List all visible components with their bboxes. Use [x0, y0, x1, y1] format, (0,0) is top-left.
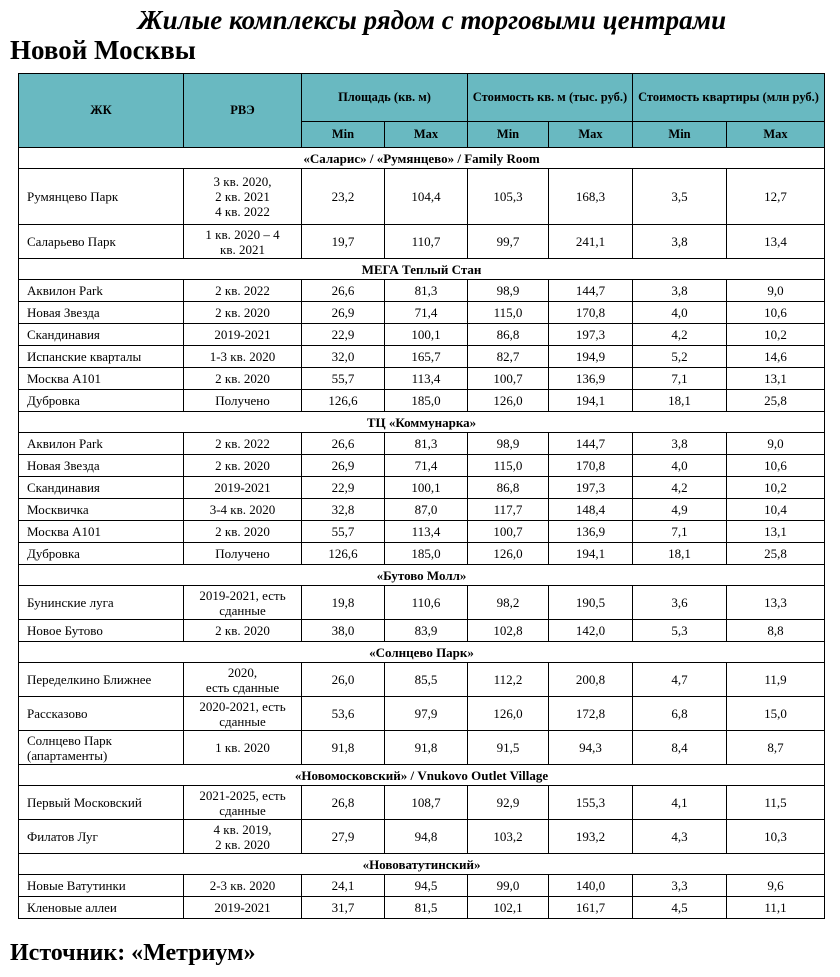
- price-apt-max-cell: 9,0: [727, 280, 825, 302]
- complex-name: Испанские кварталы: [19, 346, 184, 368]
- rve-cell: 2-3 кв. 2020: [184, 875, 302, 897]
- area-max-cell: 81,5: [385, 897, 468, 919]
- complex-name: Саларьево Парк: [19, 225, 184, 259]
- price-apt-min-cell: 4,7: [633, 663, 727, 697]
- rve-cell: 1 кв. 2020: [184, 731, 302, 765]
- table-row: [19, 499, 825, 521]
- price-apt-max-cell: 13,1: [727, 368, 825, 390]
- complex-name: Скандинавия: [19, 324, 184, 346]
- price-apt-max-cell: 8,8: [727, 620, 825, 642]
- price-apt-max-cell: 25,8: [727, 543, 825, 565]
- area-max-cell: 113,4: [385, 368, 468, 390]
- group-title: «Бутово Молл»: [19, 565, 825, 586]
- header-price-m-min: Min: [468, 122, 549, 148]
- complex-name: Аквилон Park: [19, 280, 184, 302]
- price-apt-max-cell: 12,7: [727, 169, 825, 225]
- rve-cell: 2 кв. 2020: [184, 368, 302, 390]
- group-title: МЕГА Теплый Стан: [19, 259, 825, 280]
- header-price-apartment: Стоимость квартиры (млн руб.): [633, 74, 825, 122]
- price-m-min-cell: 98,9: [468, 280, 549, 302]
- area-min-cell: 19,8: [302, 586, 385, 620]
- area-min-cell: 26,9: [302, 302, 385, 324]
- complex-name: Дубровка: [19, 543, 184, 565]
- price-m-max-cell: 148,4: [549, 499, 633, 521]
- price-apt-max-cell: 9,0: [727, 433, 825, 455]
- table-row: [19, 302, 825, 324]
- complex-name: Первый Московский: [19, 786, 184, 820]
- rve-cell: 2 кв. 2020: [184, 620, 302, 642]
- table-row: [19, 225, 825, 259]
- price-apt-max-cell: 15,0: [727, 697, 825, 731]
- header-area: Площадь (кв. м): [302, 74, 468, 122]
- header-price-per-m: Стоимость кв. м (тыс. руб.): [468, 74, 633, 122]
- rve-cell: Получено: [184, 390, 302, 412]
- price-apt-max-cell: 11,1: [727, 897, 825, 919]
- table-row: [19, 586, 825, 620]
- table-row: [19, 477, 825, 499]
- price-m-max-cell: 142,0: [549, 620, 633, 642]
- price-m-max-cell: 144,7: [549, 280, 633, 302]
- price-apt-min-cell: 4,1: [633, 786, 727, 820]
- price-m-min-cell: 91,5: [468, 731, 549, 765]
- group-title: «Новомосковский» / Vnukovo Outlet Village: [19, 765, 825, 786]
- area-min-cell: 32,0: [302, 346, 385, 368]
- price-m-min-cell: 115,0: [468, 455, 549, 477]
- area-min-cell: 26,8: [302, 786, 385, 820]
- table-row: [19, 433, 825, 455]
- table-row: [19, 820, 825, 854]
- group-row: [19, 765, 825, 786]
- header-row-1: [19, 74, 825, 122]
- table-row: [19, 368, 825, 390]
- price-apt-max-cell: 10,3: [727, 820, 825, 854]
- table-row: [19, 346, 825, 368]
- area-max-cell: 108,7: [385, 786, 468, 820]
- rve-cell: 2019-2021: [184, 897, 302, 919]
- area-max-cell: 110,7: [385, 225, 468, 259]
- group-row: [19, 565, 825, 586]
- price-apt-max-cell: 14,6: [727, 346, 825, 368]
- group-row: [19, 259, 825, 280]
- area-min-cell: 32,8: [302, 499, 385, 521]
- price-m-max-cell: 170,8: [549, 455, 633, 477]
- complex-name: Новая Звезда: [19, 455, 184, 477]
- group-title: «Солнцево Парк»: [19, 642, 825, 663]
- rve-cell: 1-3 кв. 2020: [184, 346, 302, 368]
- price-m-min-cell: 98,2: [468, 586, 549, 620]
- area-min-cell: 22,9: [302, 477, 385, 499]
- price-m-min-cell: 102,8: [468, 620, 549, 642]
- area-max-cell: 94,5: [385, 875, 468, 897]
- table-row: [19, 731, 825, 765]
- price-apt-min-cell: 4,9: [633, 499, 727, 521]
- group-row: [19, 854, 825, 875]
- price-m-max-cell: 194,9: [549, 346, 633, 368]
- price-m-min-cell: 126,0: [468, 543, 549, 565]
- price-m-max-cell: 170,8: [549, 302, 633, 324]
- price-apt-max-cell: 9,6: [727, 875, 825, 897]
- price-apt-max-cell: 10,2: [727, 477, 825, 499]
- complex-name: Москва А101: [19, 368, 184, 390]
- price-apt-max-cell: 11,5: [727, 786, 825, 820]
- area-min-cell: 26,9: [302, 455, 385, 477]
- area-min-cell: 55,7: [302, 521, 385, 543]
- price-m-max-cell: 241,1: [549, 225, 633, 259]
- complex-name: Скандинавия: [19, 477, 184, 499]
- rve-cell: 1 кв. 2020 – 4 кв. 2021: [184, 225, 302, 259]
- table-row: [19, 663, 825, 697]
- price-m-min-cell: 117,7: [468, 499, 549, 521]
- complex-name: Филатов Луг: [19, 820, 184, 854]
- table-row: [19, 620, 825, 642]
- price-apt-min-cell: 4,5: [633, 897, 727, 919]
- price-m-min-cell: 82,7: [468, 346, 549, 368]
- area-max-cell: 94,8: [385, 820, 468, 854]
- rve-cell: 2020, есть сданные: [184, 663, 302, 697]
- price-m-max-cell: 155,3: [549, 786, 633, 820]
- header-price-apt-min: Min: [633, 122, 727, 148]
- price-m-max-cell: 197,3: [549, 324, 633, 346]
- area-min-cell: 126,6: [302, 390, 385, 412]
- table-row: [19, 521, 825, 543]
- complex-name: Аквилон Park: [19, 433, 184, 455]
- group-title: ТЦ «Коммунарка»: [19, 412, 825, 433]
- rve-cell: 2021-2025, есть сданные: [184, 786, 302, 820]
- price-apt-max-cell: 13,1: [727, 521, 825, 543]
- price-m-max-cell: 194,1: [549, 390, 633, 412]
- price-apt-max-cell: 10,6: [727, 455, 825, 477]
- complex-name: Новая Звезда: [19, 302, 184, 324]
- price-apt-max-cell: 10,2: [727, 324, 825, 346]
- area-max-cell: 87,0: [385, 499, 468, 521]
- price-m-min-cell: 103,2: [468, 820, 549, 854]
- rve-cell: Получено: [184, 543, 302, 565]
- price-m-max-cell: 144,7: [549, 433, 633, 455]
- price-apt-max-cell: 13,4: [727, 225, 825, 259]
- price-apt-min-cell: 6,8: [633, 697, 727, 731]
- price-m-max-cell: 200,8: [549, 663, 633, 697]
- price-m-min-cell: 99,7: [468, 225, 549, 259]
- area-max-cell: 71,4: [385, 302, 468, 324]
- price-apt-min-cell: 4,2: [633, 477, 727, 499]
- price-apt-max-cell: 10,6: [727, 302, 825, 324]
- price-m-min-cell: 126,0: [468, 697, 549, 731]
- area-min-cell: 53,6: [302, 697, 385, 731]
- price-m-max-cell: 190,5: [549, 586, 633, 620]
- area-max-cell: 81,3: [385, 280, 468, 302]
- price-apt-min-cell: 4,3: [633, 820, 727, 854]
- price-m-min-cell: 92,9: [468, 786, 549, 820]
- area-min-cell: 126,6: [302, 543, 385, 565]
- price-apt-min-cell: 8,4: [633, 731, 727, 765]
- price-m-min-cell: 100,7: [468, 368, 549, 390]
- header-area-max: Max: [385, 122, 468, 148]
- table-row: [19, 169, 825, 225]
- rve-cell: 3-4 кв. 2020: [184, 499, 302, 521]
- price-m-max-cell: 172,8: [549, 697, 633, 731]
- table-row: [19, 897, 825, 919]
- area-max-cell: 185,0: [385, 543, 468, 565]
- price-apt-min-cell: 3,5: [633, 169, 727, 225]
- price-m-min-cell: 115,0: [468, 302, 549, 324]
- price-apt-min-cell: 7,1: [633, 521, 727, 543]
- price-apt-min-cell: 4,0: [633, 302, 727, 324]
- title-line-2: Новой Москвы: [10, 35, 196, 65]
- price-m-min-cell: 86,8: [468, 477, 549, 499]
- area-max-cell: 185,0: [385, 390, 468, 412]
- group-title: «Саларис» / «Румянцево» / Family Room: [19, 148, 825, 169]
- group-title: «Нововатутинский»: [19, 854, 825, 875]
- rve-cell: 2 кв. 2020: [184, 521, 302, 543]
- area-min-cell: 22,9: [302, 324, 385, 346]
- rve-cell: 2019-2021: [184, 477, 302, 499]
- area-max-cell: 113,4: [385, 521, 468, 543]
- price-apt-max-cell: 25,8: [727, 390, 825, 412]
- price-m-min-cell: 99,0: [468, 875, 549, 897]
- price-m-max-cell: 193,2: [549, 820, 633, 854]
- source-note: Источник: «Метриум»: [10, 940, 256, 966]
- price-apt-min-cell: 3,3: [633, 875, 727, 897]
- complex-name: Новые Ватутинки: [19, 875, 184, 897]
- area-max-cell: 110,6: [385, 586, 468, 620]
- rve-cell: 3 кв. 2020, 2 кв. 2021 4 кв. 2022: [184, 169, 302, 225]
- group-row: [19, 642, 825, 663]
- price-apt-min-cell: 18,1: [633, 390, 727, 412]
- table-row: [19, 543, 825, 565]
- area-min-cell: 26,6: [302, 280, 385, 302]
- price-apt-min-cell: 5,3: [633, 620, 727, 642]
- rve-cell: 2 кв. 2020: [184, 302, 302, 324]
- price-m-max-cell: 136,9: [549, 368, 633, 390]
- price-m-max-cell: 94,3: [549, 731, 633, 765]
- area-max-cell: 100,1: [385, 477, 468, 499]
- rve-cell: 2 кв. 2022: [184, 280, 302, 302]
- complex-name: Дубровка: [19, 390, 184, 412]
- area-min-cell: 55,7: [302, 368, 385, 390]
- price-m-min-cell: 112,2: [468, 663, 549, 697]
- header-price-m-max: Max: [549, 122, 633, 148]
- table-row: [19, 455, 825, 477]
- price-m-min-cell: 102,1: [468, 897, 549, 919]
- area-max-cell: 165,7: [385, 346, 468, 368]
- table-row: [19, 280, 825, 302]
- complex-name: Рассказово: [19, 697, 184, 731]
- rve-cell: 2019-2021: [184, 324, 302, 346]
- area-min-cell: 26,0: [302, 663, 385, 697]
- area-min-cell: 24,1: [302, 875, 385, 897]
- price-apt-min-cell: 18,1: [633, 543, 727, 565]
- area-min-cell: 27,9: [302, 820, 385, 854]
- price-apt-min-cell: 5,2: [633, 346, 727, 368]
- price-m-min-cell: 86,8: [468, 324, 549, 346]
- price-m-max-cell: 136,9: [549, 521, 633, 543]
- rve-cell: 2019-2021, есть сданные: [184, 586, 302, 620]
- price-apt-max-cell: 8,7: [727, 731, 825, 765]
- area-max-cell: 83,9: [385, 620, 468, 642]
- table-row: [19, 390, 825, 412]
- price-m-max-cell: 161,7: [549, 897, 633, 919]
- area-min-cell: 19,7: [302, 225, 385, 259]
- header-rve: РВЭ: [184, 74, 302, 148]
- area-max-cell: 91,8: [385, 731, 468, 765]
- area-max-cell: 81,3: [385, 433, 468, 455]
- complex-name: Новое Бутово: [19, 620, 184, 642]
- page-title: [0, 4, 840, 67]
- complex-name: Румянцево Парк: [19, 169, 184, 225]
- area-max-cell: 97,9: [385, 697, 468, 731]
- price-apt-min-cell: 7,1: [633, 368, 727, 390]
- area-max-cell: 104,4: [385, 169, 468, 225]
- rve-cell: 4 кв. 2019, 2 кв. 2020: [184, 820, 302, 854]
- price-m-min-cell: 100,7: [468, 521, 549, 543]
- area-max-cell: 85,5: [385, 663, 468, 697]
- price-m-min-cell: 98,9: [468, 433, 549, 455]
- price-apt-min-cell: 4,2: [633, 324, 727, 346]
- complex-name: Москва А101: [19, 521, 184, 543]
- group-row: [19, 148, 825, 169]
- price-apt-min-cell: 4,0: [633, 455, 727, 477]
- rve-cell: 2 кв. 2022: [184, 433, 302, 455]
- rve-cell: 2020-2021, есть сданные: [184, 697, 302, 731]
- rve-cell: 2 кв. 2020: [184, 455, 302, 477]
- price-m-max-cell: 168,3: [549, 169, 633, 225]
- price-m-min-cell: 126,0: [468, 390, 549, 412]
- price-apt-min-cell: 3,6: [633, 586, 727, 620]
- area-max-cell: 100,1: [385, 324, 468, 346]
- complex-name: Москвичка: [19, 499, 184, 521]
- table-row: [19, 324, 825, 346]
- price-m-max-cell: 197,3: [549, 477, 633, 499]
- price-apt-min-cell: 3,8: [633, 433, 727, 455]
- table-body: [19, 148, 825, 919]
- area-min-cell: 23,2: [302, 169, 385, 225]
- residential-complex-table: [18, 73, 825, 919]
- area-min-cell: 38,0: [302, 620, 385, 642]
- header-price-apt-max: Max: [727, 122, 825, 148]
- price-apt-max-cell: 13,3: [727, 586, 825, 620]
- area-max-cell: 71,4: [385, 455, 468, 477]
- complex-name: Кленовые аллеи: [19, 897, 184, 919]
- price-m-min-cell: 105,3: [468, 169, 549, 225]
- table-row: [19, 875, 825, 897]
- header-zk: ЖК: [19, 74, 184, 148]
- complex-name: Переделкино Ближнее: [19, 663, 184, 697]
- price-apt-min-cell: 3,8: [633, 280, 727, 302]
- title-line-1: Жилые комплексы рядом с торговыми центрами: [137, 5, 727, 35]
- table-row: [19, 697, 825, 731]
- price-apt-max-cell: 10,4: [727, 499, 825, 521]
- price-apt-min-cell: 3,8: [633, 225, 727, 259]
- complex-name: Солнцево Парк (апартаменты): [19, 731, 184, 765]
- area-min-cell: 26,6: [302, 433, 385, 455]
- price-m-max-cell: 194,1: [549, 543, 633, 565]
- area-min-cell: 91,8: [302, 731, 385, 765]
- complex-name: Бунинские луга: [19, 586, 184, 620]
- price-m-max-cell: 140,0: [549, 875, 633, 897]
- area-min-cell: 31,7: [302, 897, 385, 919]
- header-area-min: Min: [302, 122, 385, 148]
- table-row: [19, 786, 825, 820]
- group-row: [19, 412, 825, 433]
- price-apt-max-cell: 11,9: [727, 663, 825, 697]
